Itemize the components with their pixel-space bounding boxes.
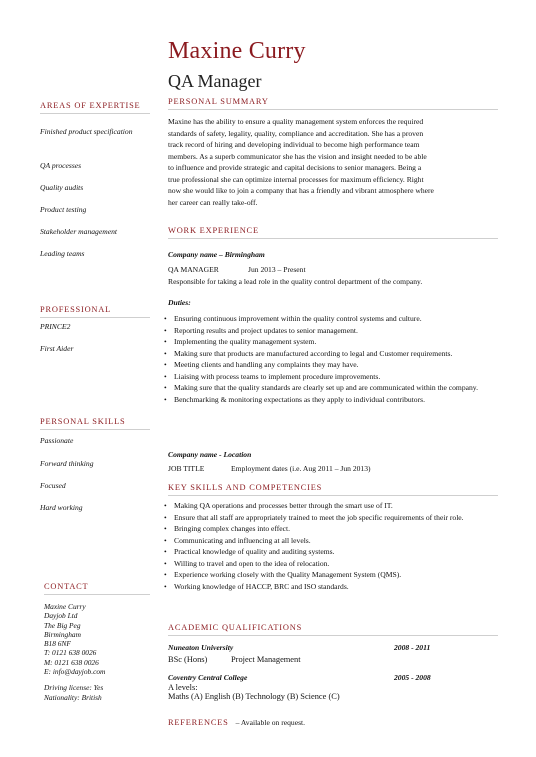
school2-alevels-label: A levels: [168, 683, 198, 692]
duty-item: • Implementing the quality management system. [164, 336, 494, 348]
summary-line: true professional she can optimize internal processes for maximum efficiency. Right [168, 174, 424, 184]
divider [168, 238, 498, 239]
divider [168, 495, 498, 496]
references-text: – Available on request. [235, 718, 306, 727]
duty-item: • Meeting clients and handling any complaints they may have. [164, 359, 494, 371]
personal-skill-item: Focused [40, 481, 66, 490]
school2-subjects: Maths (A) English (B) Technology (B) Science (C) [168, 692, 340, 701]
duties-list [164, 313, 494, 405]
duty-item: • Making sure that products are manufactured according to legal and Customer requirements. [164, 348, 494, 360]
skill-item: • Willing to travel and open to the idea of relocation. [164, 558, 494, 570]
summary-paragraph [168, 116, 508, 208]
contact-telephone: T: 0121 638 0026 [44, 648, 97, 658]
references-heading: REFERENCES [168, 718, 229, 727]
contact-name: Maxine Curry [44, 602, 86, 611]
job1-description: Responsible for taking a lead role in the quality control department of the company. [168, 277, 423, 286]
expertise-heading: AREAS OF EXPERTISE [40, 101, 141, 110]
school1-name: Nuneaton University [168, 643, 234, 652]
divider [44, 594, 150, 595]
personal-skills-heading: PERSONAL SKILLS [40, 417, 126, 426]
job2-dates: Employment dates (i.e. Aug 2011 – Jun 2013) [231, 464, 371, 473]
divider [40, 429, 150, 430]
job1-position: QA MANAGER [168, 265, 219, 274]
summary-line: standards of safety, legality, quality, compliance and accreditation. She has a proven [168, 128, 424, 138]
duty-item: • Liaising with process teams to implement procedure improvements. [164, 371, 494, 383]
divider [168, 635, 498, 636]
job2-position: JOB TITLE [168, 464, 205, 473]
resume-name: Maxine Curry [168, 38, 306, 64]
expertise-item: QA processes [40, 161, 82, 170]
school1-dates: 2008 - 2011 [394, 643, 431, 652]
summary-line: members. As a superb communicator she has the vision and insight needed to be able [168, 151, 427, 161]
summary-line: Maxine has the ability to ensure a quality management system enforces the required [168, 117, 424, 126]
duty-item: • Reporting results and project updates to senior management. [164, 325, 494, 337]
skill-item: • Practical knowledge of quality and auditing systems. [164, 546, 494, 558]
skill-item: • Working knowledge of HACCP, BRC and ISO standards. [164, 581, 494, 593]
contact-company: Dayjob Ltd [44, 611, 78, 621]
references-row [168, 712, 305, 730]
summary-line: her career can really take-off. [168, 197, 258, 207]
education-heading: ACADEMIC QUALIFICATIONS [168, 623, 303, 632]
contact-block [44, 602, 154, 702]
divider [40, 113, 150, 114]
duties-label: Duties: [168, 298, 191, 307]
divider [40, 317, 150, 318]
contact-heading: CONTACT [44, 582, 89, 591]
personal-skill-item: Forward thinking [40, 459, 94, 468]
duty-item: • Ensuring continuous improvement within the quality control systems and culture. [164, 313, 494, 325]
skill-item: • Experience working closely with the Quality Management System (QMS). [164, 569, 494, 581]
skill-item: • Ensure that all staff are appropriately trained to meet the job specific requirements of their role. [164, 512, 494, 524]
driving-license: Driving license: Yes [44, 683, 104, 693]
contact-city: Birmingham [44, 629, 81, 639]
personal-skill-item: Passionate [40, 436, 74, 445]
divider [168, 109, 498, 110]
contact-email[interactable]: E: info@dayjob.com [44, 667, 106, 677]
contact-mobile: M: 0121 638 0026 [44, 657, 99, 667]
job1-dates: Jun 2013 – Present [248, 265, 306, 274]
duty-item: • Benchmarking & monitoring expectations as they apply to individual contributors. [164, 394, 494, 406]
expertise-item: Finished product specification [40, 127, 133, 136]
school1-degree: BSc (Hons) [168, 655, 208, 664]
resume-role: QA Manager [168, 71, 262, 91]
professional-heading: PROFESSIONAL [40, 305, 112, 314]
expertise-item: Product testing [40, 205, 87, 214]
professional-item: PRINCE2 [40, 322, 71, 331]
duty-item: • Making sure that the quality standards are clearly set up and are communicated within the company. [164, 382, 494, 394]
summary-line: track record of hiring and developing individual to become high performance team [168, 140, 420, 149]
skills-list [164, 500, 494, 592]
expertise-item: Quality audits [40, 183, 84, 192]
job2-company: Company name - Location [168, 450, 252, 459]
job1-company: Company name – Birmingham [168, 250, 265, 259]
expertise-item: Stakeholder management [40, 227, 117, 236]
experience-heading: WORK EXPERIENCE [168, 226, 259, 235]
skill-item: • Bringing complex changes into effect. [164, 523, 494, 535]
skill-item: • Making QA operations and processes better through the smart use of IT. [164, 500, 494, 512]
school1-subject: Project Management [231, 655, 301, 664]
school2-dates: 2005 - 2008 [394, 673, 431, 682]
nationality: Nationality: British [44, 692, 102, 702]
skill-item: • Communicating and influencing at all levels. [164, 535, 494, 547]
summary-heading: PERSONAL SUMMARY [168, 97, 269, 106]
summary-line: now she would like to join a company that has a friendly and vibrant atmosphere where [168, 186, 434, 195]
contact-postcode: B18 6NF [44, 639, 71, 649]
contact-address: The Big Peg [44, 620, 81, 630]
expertise-item: Leading teams [40, 249, 85, 258]
skills-heading: KEY SKILLS AND COMPETENCIES [168, 483, 323, 492]
professional-item: First Aider [40, 344, 74, 353]
school2-name: Coventry Central College [168, 673, 248, 682]
summary-line: to influence and provide strategic and capital decisions to senior managers. Being a [168, 163, 422, 172]
personal-skill-item: Hard working [40, 503, 83, 512]
